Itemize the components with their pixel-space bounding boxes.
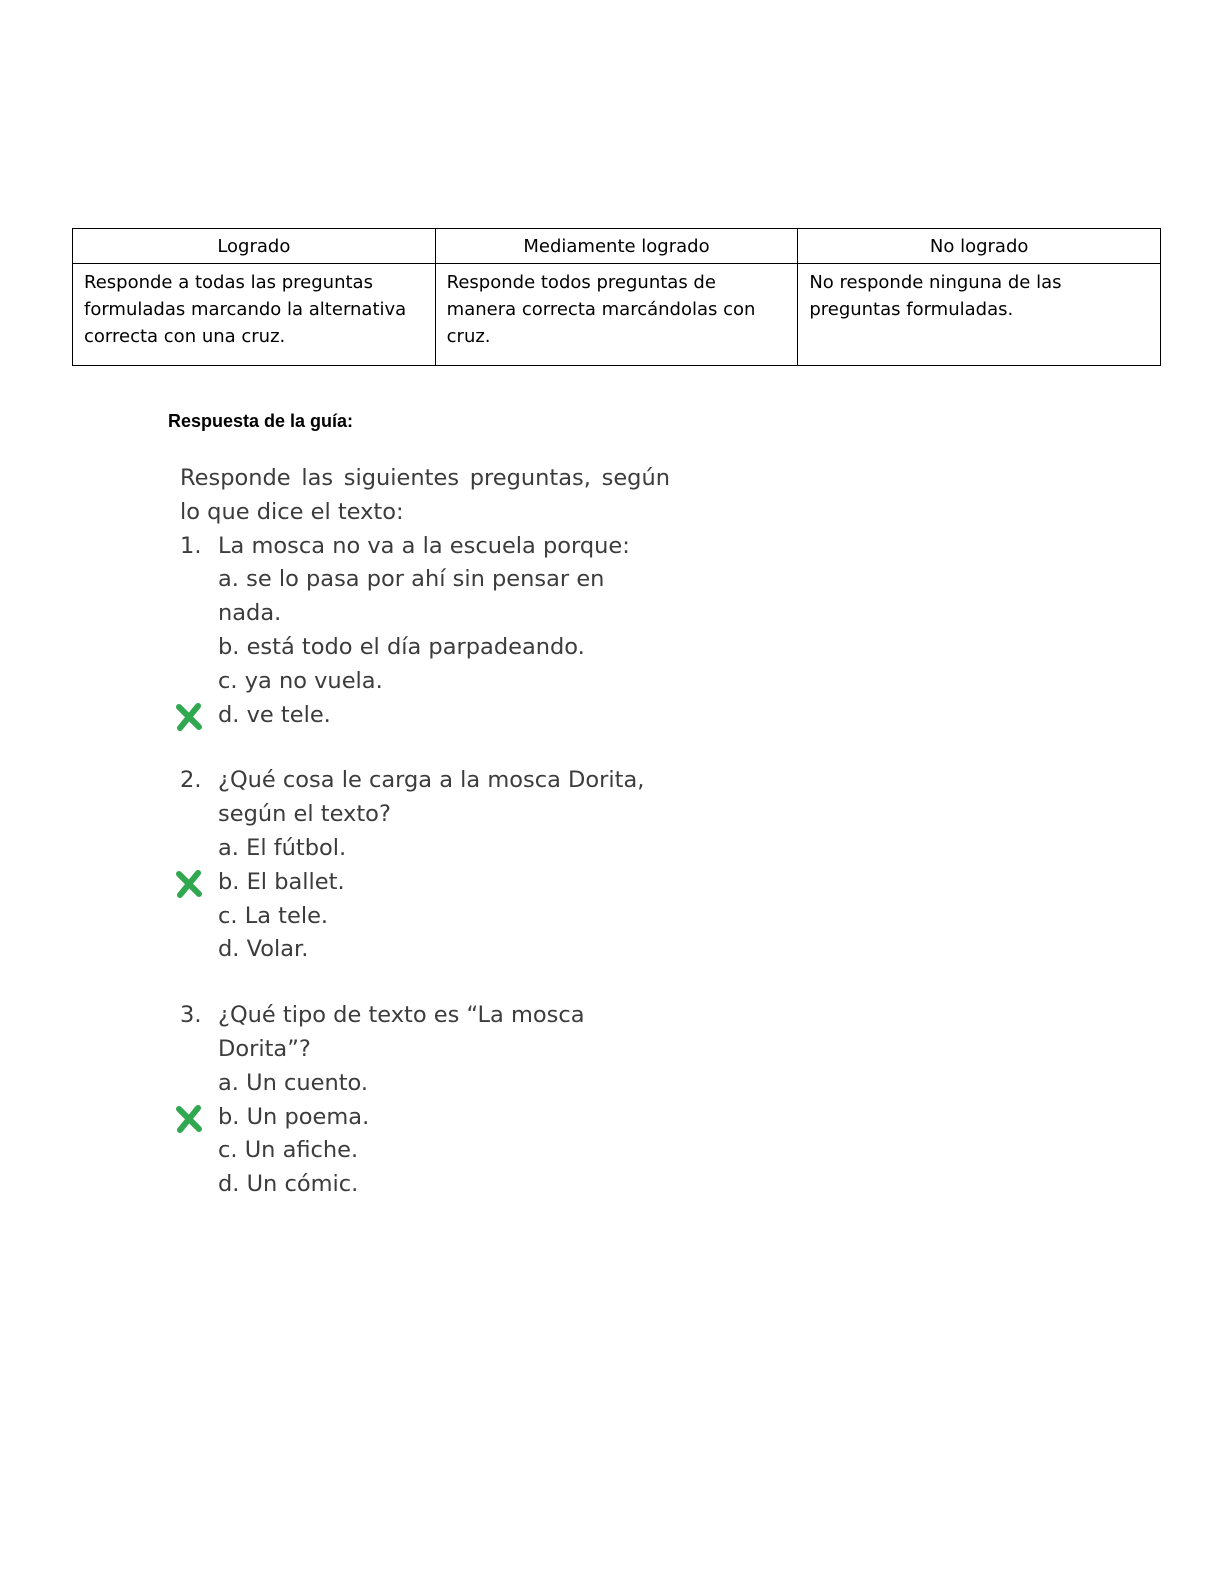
option-3c (180, 1134, 670, 1168)
rubric-table (72, 228, 1161, 366)
option-letter: a. (218, 1069, 239, 1096)
option-text: Un cuento. (246, 1069, 369, 1096)
option-1c (180, 665, 670, 699)
option-text: ya no vuela. (244, 667, 383, 694)
question-number: 2. (180, 767, 202, 794)
option-text: Un poema. (246, 1103, 370, 1130)
rubric-header-logrado: Logrado (73, 229, 436, 264)
option-text: El fútbol. (246, 834, 347, 861)
option-letter: b. (218, 633, 240, 660)
rubric-cell-mediamente-logrado: Responde todos preguntas de manera correcta marcándolas con cruz. (435, 264, 798, 366)
instruction-line-2: lo que dice el texto: (180, 498, 404, 525)
option-letter: c. (218, 667, 238, 694)
answer-guide (180, 462, 670, 1202)
option-text: ve tele. (246, 701, 331, 728)
question-number: 1. (180, 532, 202, 559)
question-text: ¿Qué tipo de texto es “La mosca Dorita”? (218, 1002, 585, 1062)
option-text: La tele. (244, 902, 329, 929)
option-text: Un cómic. (246, 1171, 359, 1198)
option-2b (180, 866, 670, 900)
question-1 (180, 530, 670, 564)
question-3 (180, 999, 670, 1067)
option-letter: d. (218, 701, 240, 728)
option-text: Un afiche. (244, 1137, 359, 1164)
green-cross-mark-icon (174, 703, 204, 731)
option-2a (180, 832, 670, 866)
option-text: El ballet. (246, 868, 345, 895)
green-cross-mark-icon (174, 870, 204, 898)
instruction-line-1: Responde las siguientes preguntas, según (180, 465, 670, 491)
option-3d (180, 1168, 670, 1202)
option-letter: c. (218, 902, 238, 929)
rubric-header-mediamente-logrado: Mediamente logrado (435, 229, 798, 264)
rubric-cell-no-logrado: No responde ninguna de las preguntas formuladas. (798, 264, 1161, 366)
rubric-criteria-row (73, 264, 1161, 366)
option-1a (180, 563, 670, 631)
question-2 (180, 764, 670, 832)
option-1b (180, 631, 670, 665)
section-title: Respuesta de la guía: (168, 411, 354, 431)
rubric-header-row (73, 229, 1161, 264)
option-1d (180, 699, 670, 733)
question-text (218, 764, 670, 832)
option-letter: c. (218, 1137, 238, 1164)
question-text: La mosca no va a la escuela porque: (218, 532, 630, 559)
option-text: Volar. (246, 936, 309, 963)
rubric-header-no-logrado: No logrado (798, 229, 1161, 264)
option-letter: b. (218, 868, 240, 895)
option-letter: a. (218, 834, 239, 861)
rubric-cell-logrado: Responde a todas las preguntas formuladas marcando la alternativa correcta con una cruz. (73, 264, 436, 366)
question-number: 3. (180, 1002, 202, 1029)
option-3b (180, 1101, 670, 1135)
option-text: está todo el día parpadeando. (246, 633, 585, 660)
option-2c (180, 900, 670, 934)
option-letter: a. (218, 566, 239, 593)
question-text-line-1: ¿Qué cosa le carga a la mosca Dorita, (218, 767, 645, 794)
green-cross-mark-icon (174, 1105, 204, 1133)
option-letter: d. (218, 936, 240, 963)
question-text-line-2: según el texto? (218, 801, 391, 828)
option-2d (180, 933, 670, 967)
option-letter: d. (218, 1171, 240, 1198)
option-text: se lo pasa por ahí sin pensar en nada. (218, 566, 605, 627)
option-3a (180, 1067, 670, 1101)
option-letter: b. (218, 1103, 240, 1130)
